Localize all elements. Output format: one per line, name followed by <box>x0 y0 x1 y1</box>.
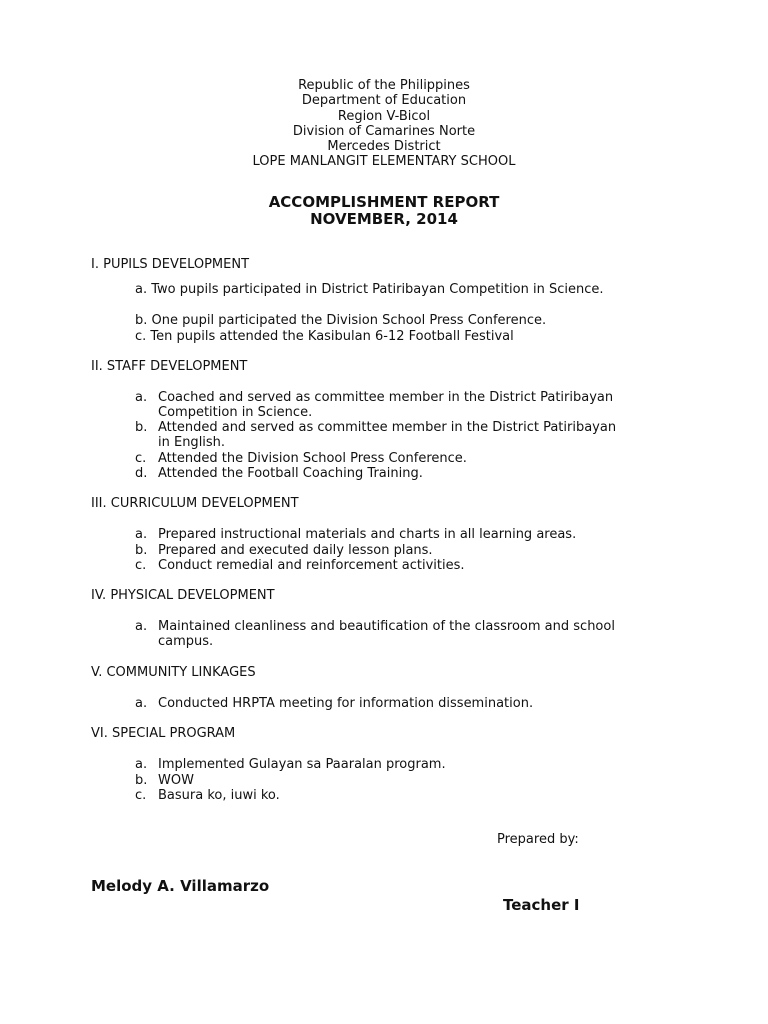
list-item <box>91 313 626 328</box>
item-text: Attended and served as committee member in the District Patiribayan in English. <box>158 420 617 451</box>
list-item <box>135 696 635 711</box>
item-label: a. <box>135 390 148 405</box>
item-label: a. <box>135 696 148 711</box>
item-label: b. <box>135 773 148 788</box>
item-label: a. <box>135 757 148 772</box>
list-item <box>135 466 635 481</box>
section-heading: VI. SPECIAL PROGRAM <box>91 726 236 741</box>
prepared-by-label: Prepared by: <box>497 832 579 847</box>
list-item <box>135 527 635 542</box>
document-header <box>0 78 768 170</box>
item-label: d. <box>135 466 148 481</box>
list-item <box>91 329 626 344</box>
item-label: c. <box>135 329 147 344</box>
header-line: Division of Camarines Norte <box>292 123 476 139</box>
item-text: Conducted HRPTA meeting for information dissemination. <box>158 696 534 711</box>
list-item <box>91 282 626 297</box>
item-text: Implemented Gulayan sa Paaralan program. <box>158 757 446 772</box>
list-item <box>135 451 635 466</box>
list-item <box>135 543 635 558</box>
header-line: Mercedes District <box>327 139 441 155</box>
school-name: LOPE MANLANGIT ELEMENTARY SCHOOL <box>252 154 516 170</box>
section-heading: III. CURRICULUM DEVELOPMENT <box>91 496 299 511</box>
list-item <box>135 757 635 772</box>
item-label: b. <box>135 313 148 328</box>
section-heading: I. PUPILS DEVELOPMENT <box>91 257 250 272</box>
report-title-block <box>0 194 768 228</box>
item-text: Prepared instructional materials and charts in all learning areas. <box>158 527 577 542</box>
header-line: Department of Education <box>301 93 467 109</box>
item-label: b. <box>135 543 148 558</box>
header-line: Region V-Bicol <box>337 108 431 124</box>
list-item <box>135 773 635 788</box>
preparer-name: Melody A. Villamarzo <box>91 877 270 895</box>
item-text: Coached and served as committee member in the District Patiribayan Competition in Science. <box>158 390 614 421</box>
item-label: a. <box>135 619 148 634</box>
item-text: Conduct remedial and reinforcement activities. <box>158 558 465 573</box>
item-text: WOW <box>158 773 194 788</box>
item-text: Attended the Football Coaching Training. <box>158 466 423 481</box>
report-title: ACCOMPLISHMENT REPORT <box>268 193 500 211</box>
item-text: Prepared and executed daily lesson plans. <box>158 543 433 558</box>
item-label: a. <box>135 527 148 542</box>
header-line: Republic of the Philippines <box>298 78 470 93</box>
report-date: NOVEMBER, 2014 <box>310 210 458 228</box>
item-text: Basura ko, iuwi ko. <box>158 788 280 803</box>
item-label: b. <box>135 420 148 435</box>
item-label: a. <box>135 282 148 297</box>
section-heading: V. COMMUNITY LINKAGES <box>91 665 256 680</box>
item-text: Maintained cleanliness and beautification of the classroom and school campus. <box>158 619 615 650</box>
section-heading: IV. PHYSICAL DEVELOPMENT <box>91 588 275 603</box>
item-label: c. <box>135 788 147 803</box>
item-text: Two pupils participated in District Patiribayan Competition in Science. <box>151 282 604 297</box>
list-item <box>135 558 635 573</box>
list-item <box>135 420 635 451</box>
item-text: Attended the Division School Press Conference. <box>158 451 467 466</box>
list-item <box>135 619 635 650</box>
item-label: c. <box>135 451 147 466</box>
preparer-position: Teacher I <box>503 896 580 914</box>
item-label: c. <box>135 558 147 573</box>
list-item <box>135 788 635 803</box>
item-text: One pupil participated the Division School Press Conference. <box>151 313 547 328</box>
section-heading: II. STAFF DEVELOPMENT <box>91 359 248 374</box>
list-item <box>135 390 635 421</box>
item-text: Ten pupils attended the Kasibulan 6-12 Football Festival <box>150 329 514 344</box>
